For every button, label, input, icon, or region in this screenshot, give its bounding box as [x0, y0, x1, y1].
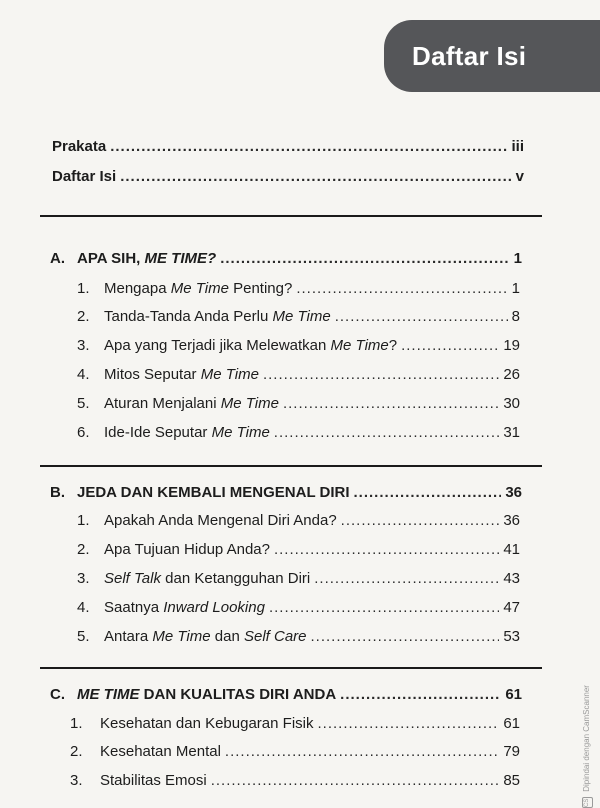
toc-item: 1. Apakah Anda Mengenal Diri Anda? ..... 36: [77, 512, 520, 529]
scanner-watermark: [582, 685, 596, 808]
toc-entry-page: 26: [503, 366, 520, 383]
dot-leader: [340, 686, 501, 703]
section-letter: B.: [50, 484, 65, 501]
toc-entry-page: 85: [503, 772, 520, 789]
dot-leader: [283, 395, 499, 412]
toc-section-b: [50, 484, 522, 501]
toc-entry-page: 31: [503, 424, 520, 441]
dot-leader: [211, 772, 500, 789]
toc-item: 2. Tanda-Tanda Anda Perlu Me Time ..... 8: [77, 308, 520, 325]
dot-leader: [225, 743, 499, 760]
item-number: 2.: [77, 308, 90, 325]
toc-entry-page: 1: [511, 280, 520, 297]
section-letter: A.: [50, 250, 65, 267]
toc-entry-page: 36: [505, 484, 522, 501]
dot-leader: [341, 512, 500, 529]
toc-item: 3. Self Talk dan Ketangguhan Diri ..... 43: [77, 570, 520, 587]
toc-entry-page: 30: [503, 395, 520, 412]
toc-item: 5. Aturan Menjalani Me Time ..... 30: [77, 395, 520, 412]
dot-leader: [220, 250, 509, 267]
toc-item: 4. Saatnya Inward Looking ..... 47: [77, 599, 520, 616]
toc-item: 2. Apa Tujuan Hidup Anda? ..... 41: [77, 541, 520, 558]
toc-entry-page: 47: [503, 599, 520, 616]
section-title: A. APA SIH, ME TIME?: [50, 250, 217, 267]
item-number: 1.: [70, 715, 83, 732]
toc-item: 6. Ide-Ide Seputar Me Time ..... 31: [77, 424, 520, 441]
toc-item: 1. Mengapa Me Time Penting? ..... 1: [77, 280, 520, 297]
dot-leader: [296, 280, 507, 297]
dot-leader: [263, 366, 499, 383]
item-number: 2.: [70, 743, 83, 760]
section-divider: [40, 215, 542, 217]
toc-entry-page: 1: [513, 250, 522, 267]
section-title: B. JEDA DAN KEMBALI MENGENAL DIRI: [50, 484, 350, 501]
scanner-note: Dipindai dengan CamScanner: [582, 685, 591, 792]
item-number: 5.: [77, 395, 90, 412]
toc-entry-page: 53: [503, 628, 520, 645]
toc-entry-page: 8: [511, 308, 520, 325]
item-number: 3.: [77, 337, 90, 354]
item-number: 1.: [77, 512, 90, 529]
dot-leader: [269, 599, 499, 616]
item-number: 3.: [70, 772, 83, 789]
toc-entry-page: 19: [503, 337, 520, 354]
section-title: C. ME TIME DAN KUALITAS DIRI ANDA: [50, 686, 337, 703]
dot-leader: [317, 715, 499, 732]
toc-entry-page: 61: [505, 686, 522, 703]
page-title: Daftar Isi: [412, 40, 527, 71]
toc-item: 1. Kesehatan dan Kebugaran Fisik ..... 61: [70, 715, 520, 732]
dot-leader: [274, 541, 499, 558]
section-letter: C.: [50, 686, 65, 703]
item-number: 1.: [77, 280, 90, 297]
toc-entry-page: iii: [511, 138, 524, 155]
toc-entry-page: 43: [503, 570, 520, 587]
dot-leader: [314, 570, 499, 587]
section-divider: [40, 465, 542, 467]
toc-item: 4. Mitos Seputar Me Time ..... 26: [77, 366, 520, 383]
toc-entry-page: 79: [503, 743, 520, 760]
item-number: 3.: [77, 570, 90, 587]
toc-entry-label: Daftar Isi: [52, 168, 117, 185]
toc-entry-page: 41: [503, 541, 520, 558]
dot-leader: [274, 424, 500, 441]
item-number: 4.: [77, 599, 90, 616]
toc-section-c: [50, 686, 522, 703]
dot-leader: [311, 628, 500, 645]
dot-leader: [354, 484, 502, 501]
item-number: 4.: [77, 366, 90, 383]
item-number: 6.: [77, 424, 90, 441]
dot-leader: [401, 337, 499, 354]
toc-item: 2. Kesehatan Mental ..... 79: [70, 743, 520, 760]
toc-item: 5. Antara Me Time dan Self Care ..... 53: [77, 628, 520, 645]
toc-entry-label: Prakata: [52, 138, 107, 155]
toc-entry-prakata: [52, 138, 524, 155]
section-divider: [40, 667, 542, 669]
toc-section-a: [50, 250, 522, 267]
toc-entry-page: 36: [503, 512, 520, 529]
page-title-tab: [384, 20, 600, 92]
dot-leader: [335, 308, 508, 325]
dot-leader: [110, 138, 507, 155]
toc-entry-page: v: [515, 168, 524, 185]
camscanner-icon: CS: [582, 797, 593, 808]
dot-leader: [120, 168, 511, 185]
item-number: 2.: [77, 541, 90, 558]
toc-item: 3. Apa yang Terjadi jika Melewatkan Me Time? ..... 19: [77, 337, 520, 354]
toc-entry-page: 61: [503, 715, 520, 732]
item-number: 5.: [77, 628, 90, 645]
toc-item: 3. Stabilitas Emosi ..... 85: [70, 772, 520, 789]
toc-entry-daftar-isi: [52, 168, 524, 185]
